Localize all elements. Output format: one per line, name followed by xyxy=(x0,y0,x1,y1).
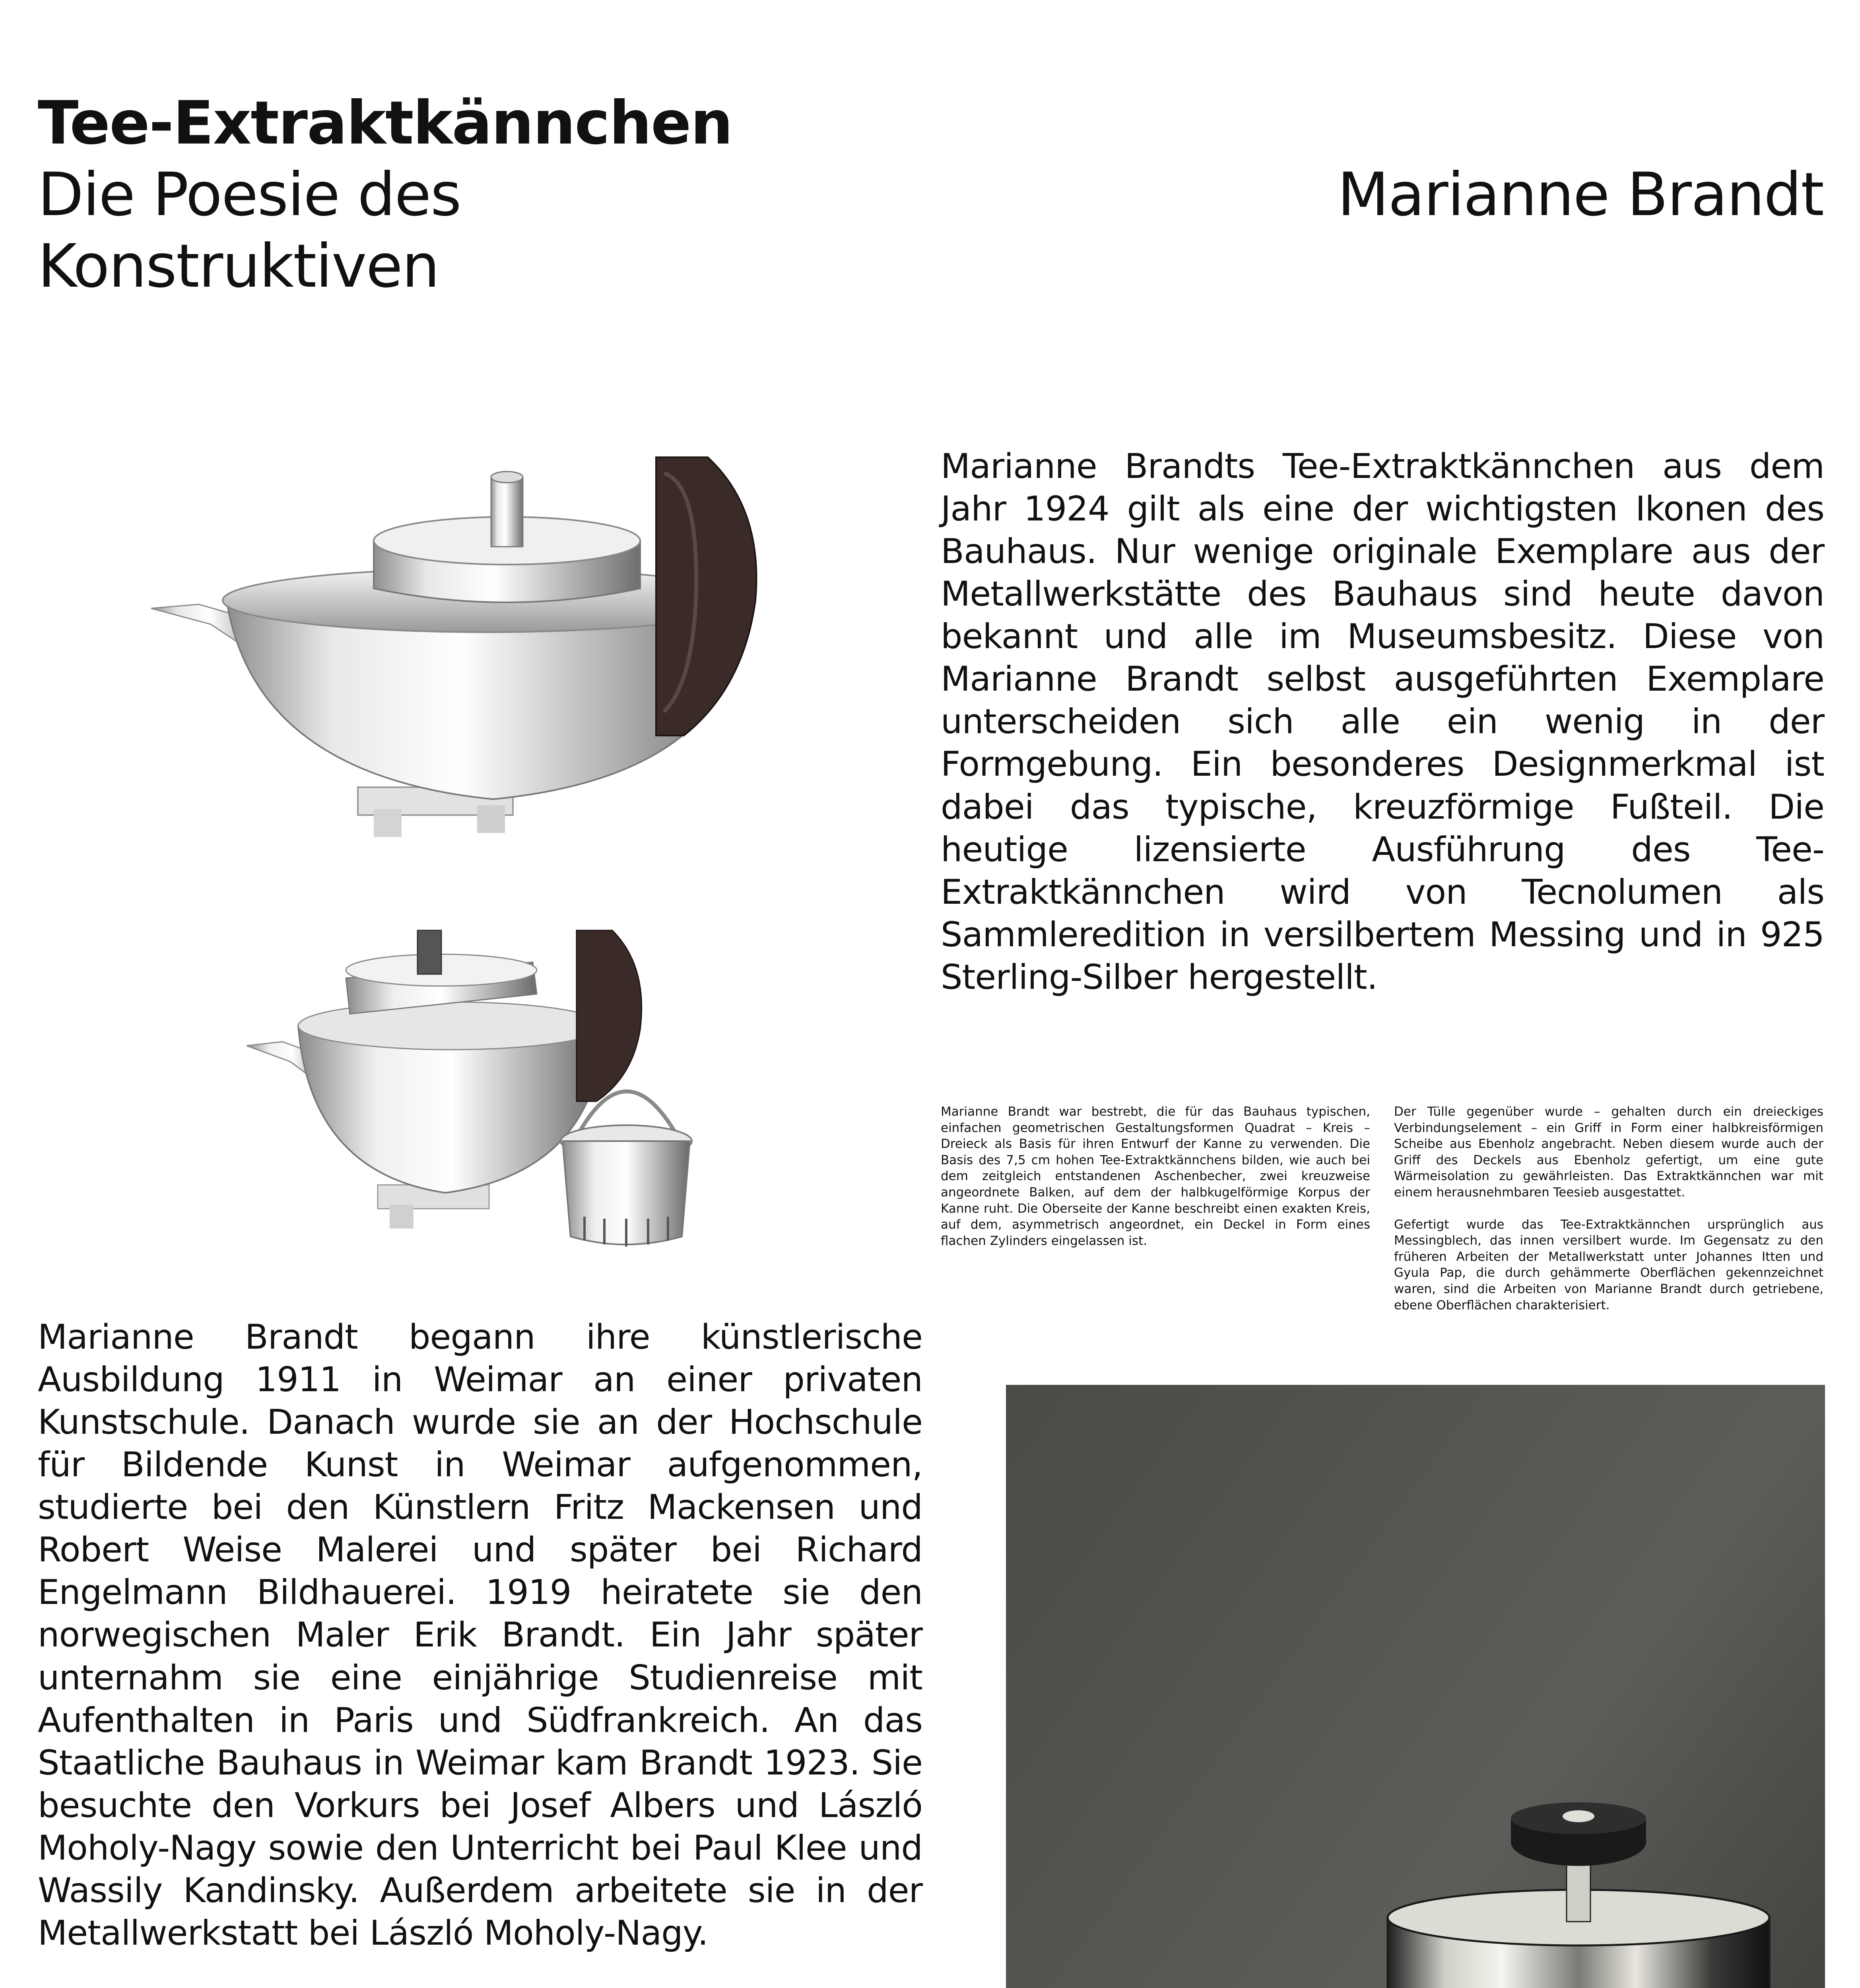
intro-col2-paragraph1: Der Tülle gegenüber wurde – gehalten durch ein dreieckiges Verbindungselement – ein Griff in Form einer halbkreisförmigen Scheibe aus Ebenholz angebracht. Neben diesem wurde auch der Griff des Deckels aus Ebenholz gefertigt, um eine gute Wärmeisolation zu gewährleisten. Das Extraktkännchen war mit einem herausnehmbaren Teesieb ausgestattet. xyxy=(1394,1105,1823,1200)
page-subtitle-line2: Konstruktiven xyxy=(38,232,439,301)
historic-teapot-photo xyxy=(1006,1385,1825,1988)
teapot-product-image xyxy=(151,449,771,883)
page-subtitle-line1: Die Poesie des xyxy=(38,160,461,229)
intro-col1-paragraph: Marianne Brandt war bestrebt, die für das Bauhaus typischen, einfachen geometrischen Gestaltungsformen Quadrat – Kreis – Dreieck als Basis für ihren Entwurf der Kanne zu verwenden. Die Basis des 7,5 cm hohen Tee-Extraktkännchens bilden, wie auch bei dem zeitgleich entstandenen Aschenbecher, zwei kreuzweise angeordnete Balken, auf dem der halbkugelförmige Korpus der Kanne ruht. Die Oberseite der Kanne beschreibt einen exakten Kreis, auf dem, asymmetrisch angeordnet, ein Deckel in Form eines flachen Zylinders eingelassen ist. xyxy=(941,1105,1370,1248)
biography-lead-paragraph: Marianne Brandt begann ihre künstlerische Ausbildung 1911 in Weimar an einer privaten Kunstschule. Danach wurde sie an der Hochschule für Bildende Kunst in Weimar aufgenommen, studierte bei den Künstlern Fritz Mackensen und Robert Weise Malerei und später bei Richard Engelmann Bildhauerei. 1919 heiratete sie den norwegischen Maler Erik Brandt. Ein Jahr später unternahm sie eine einjährige Studienreise mit Aufenthalten in Paris und Südfrankreich. An das Staatliche Bauhaus in Weimar kam Brandt 1923. Sie besuchte den Vorkurs bei Josef Albers und László Moholy-Nagy sowie den Unterricht bei Paul Klee und Wassily Kandinsky. Außerdem arbeitete sie in der Metallwerkstatt bei László Moholy-Nagy. xyxy=(38,1317,922,1953)
author-name: Marianne Brandt xyxy=(1337,160,1823,229)
intro-column-right xyxy=(1394,1104,1823,1329)
intro-column-left xyxy=(941,1104,1370,1265)
page-title: Tee-Extraktkännchen xyxy=(38,89,732,158)
intro-col2-paragraph2: Gefertigt wurde das Tee-Extraktkännchen ursprünglich aus Messingblech, das innen versilbert wurde. Im Gegensatz zu den früheren Arbeiten der Metallwerkstatt unter Johannes Itten und Gyula Pap, die durch gehämmerte Oberflächen gekennzeichnet waren, sind die Arbeiten von Marianne Brandt durch getriebene, ebene Oberflächen charakterisiert. xyxy=(1394,1217,1823,1312)
teapot-with-strainer-image xyxy=(247,926,724,1256)
intro-lead-paragraph: Marianne Brandts Tee-Extraktkännchen aus dem Jahr 1924 gilt als eine der wichtigsten Ikonen des Bauhaus. Nur wenige originale Exemplare aus der Metallwerkstätte des Bauhaus sind heute davon bekannt und alle im Museumsbesitz. Diese von Marianne Brandt selbst ausgeführten Exemplare unterscheiden sich alle ein wenig in der Formgebung. Ein besonderes Designmerkmal ist dabei das typische, kreuzförmige Fußteil. Die heutige lizensierte Ausführung des Tee-Extraktkännchen wird von Tecnolumen als Sammleredition in versilbertem Messing und in 925 Sterling-Silber hergestellt. xyxy=(941,447,1824,997)
